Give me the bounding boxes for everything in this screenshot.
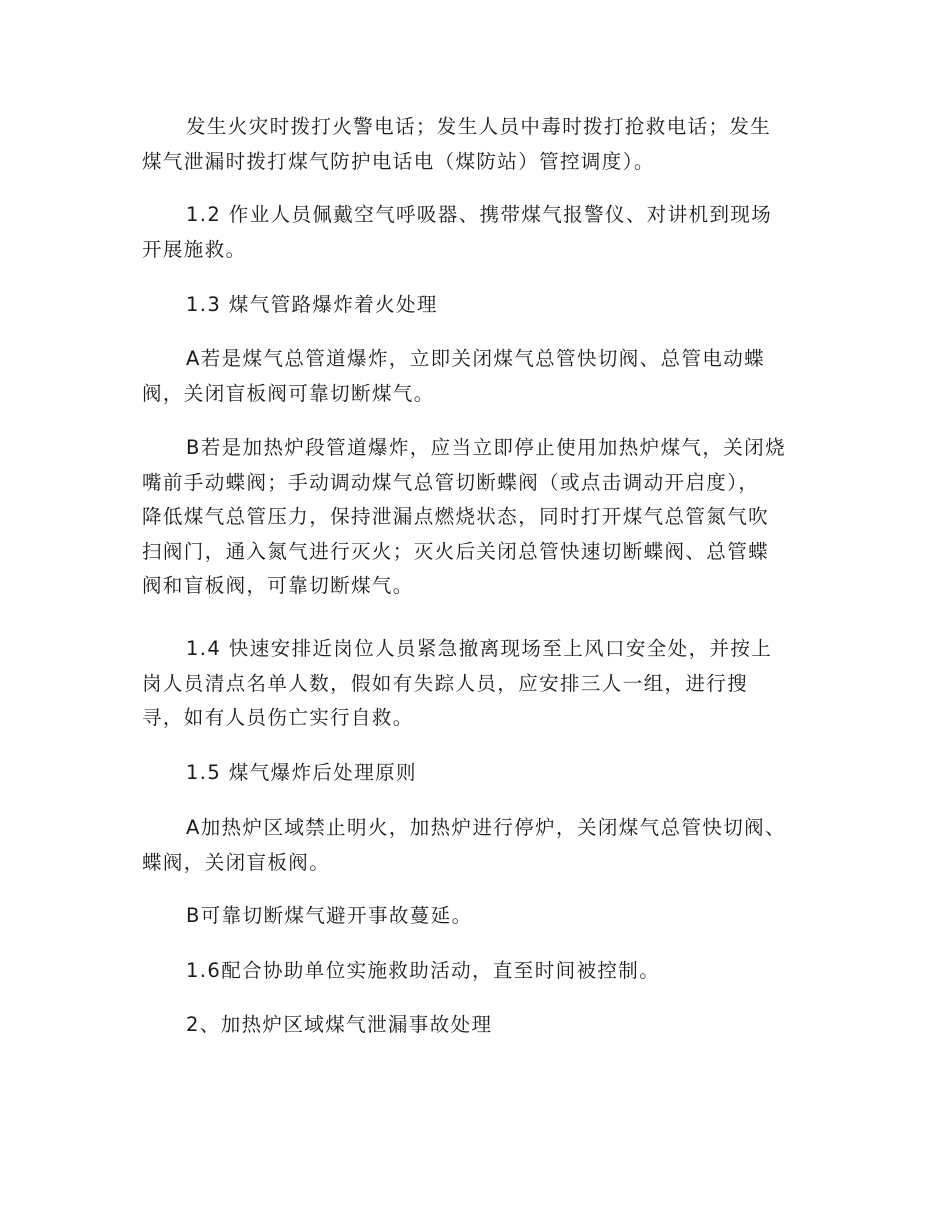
text-line: 阀和盲板阀，可靠切断煤气。 — [142, 574, 414, 597]
text-line: 1.4 快速安排近岗位人员紧急撤离现场至上风口安全处，并按上 — [186, 637, 773, 660]
paragraph-1-6 — [142, 954, 814, 989]
heading-1-3 — [142, 288, 814, 323]
text-line: 岗人员清点名单人数，假如有失踪人员，应安排三人一组，进行搜 — [142, 671, 749, 695]
text-line: 降低煤气总管压力，保持泄漏点燃烧状态，同时打开煤气总管氮气吹 — [142, 505, 770, 528]
heading-1-5 — [142, 756, 814, 791]
text-line: 寻，如有人员伤亡实行自救。 — [142, 706, 414, 729]
text-line: 1.5 煤气爆炸后处理原则 — [186, 761, 417, 784]
text-line: 嘴前手动蝶阀；手动调动煤气总管切断蝶阀（或点击调动开启度）， — [142, 470, 760, 494]
paragraph-1-5-a — [142, 811, 814, 880]
text-line: 开展施救。 — [142, 237, 247, 261]
text-line: 1.3 煤气管路爆炸着火处理 — [186, 293, 438, 316]
text-line: B若是加热炉段管道爆炸，应当立即停止使用加热炉煤气，关闭烧 — [186, 436, 786, 459]
paragraph-emergency-calls — [142, 110, 814, 179]
paragraph-1-3-a — [142, 342, 814, 411]
text-line: 阀，关闭盲板阀可靠切断煤气。 — [142, 381, 435, 405]
paragraph-1-5-b — [142, 899, 814, 934]
text-line: 2、加热炉区域煤气泄漏事故处理 — [186, 1013, 493, 1036]
text-line: A若是煤气总管道爆炸，立即关闭煤气总管快切阀、总管电动蝶 — [186, 347, 766, 370]
paragraph-1-4 — [142, 632, 814, 736]
text-line: 1.6配合协助单位实施救助活动，直至时间被控制。 — [186, 959, 661, 982]
heading-section-2 — [142, 1008, 814, 1043]
text-line: B可靠切断煤气避开事故蔓延。 — [186, 904, 473, 927]
text-line: A加热炉区域禁止明火，加热炉进行停炉，关闭煤气总管快切阀、 — [186, 816, 786, 839]
paragraph-1-2 — [142, 198, 814, 267]
text-line: 蝶阀，关闭盲板阀。 — [142, 850, 331, 874]
text-line: 发生火灾时拨打火警电话；发生人员中毒时拨打抢救电话；发生 — [186, 115, 772, 138]
text-line: 煤气泄漏时拨打煤气防护电话电（煤防站）管控调度）。 — [142, 149, 655, 173]
paragraph-1-3-b — [142, 431, 814, 604]
text-line: 1.2 作业人员佩戴空气呼吸器、携带煤气报警仪、对讲机到现场 — [186, 203, 773, 226]
text-line: 扫阀门，通入氮气进行灭火；灭火后关闭总管快速切断蝶阀、总管蝶 — [142, 539, 770, 563]
